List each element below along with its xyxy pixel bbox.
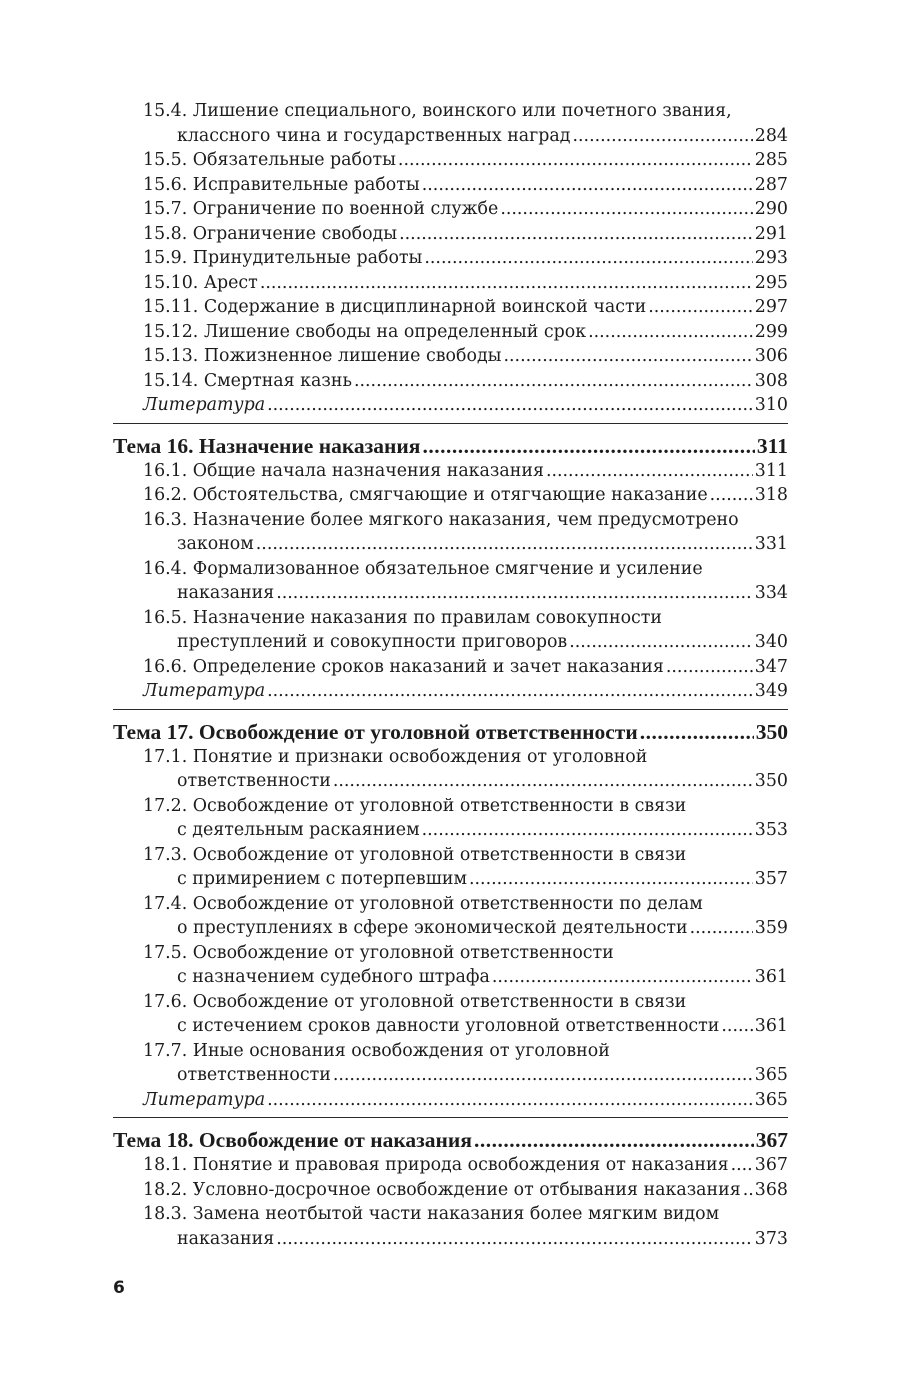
toc-entry[interactable] xyxy=(113,630,788,655)
dot-leader xyxy=(743,1178,753,1203)
dot-leader xyxy=(424,246,752,271)
toc-entry[interactable] xyxy=(113,1178,788,1203)
toc-entry[interactable] xyxy=(113,369,788,394)
dot-leader xyxy=(731,1153,753,1178)
dot-leader xyxy=(276,581,753,606)
toc-entry-title: 15.11. Содержание в дисциплинарной воинской части xyxy=(143,297,647,317)
dot-leader xyxy=(267,393,753,418)
toc-entry-title: 16.6. Определение сроков наказаний и зачет наказания xyxy=(143,656,664,677)
dot-leader xyxy=(398,148,753,173)
dot-leader xyxy=(267,1088,753,1113)
toc-entry-title: 15.14. Смертная казнь xyxy=(143,370,352,391)
dot-leader xyxy=(572,124,752,149)
toc-entry[interactable] xyxy=(113,459,788,484)
toc-entry-title: 15.9. Принудительные работы xyxy=(143,248,423,268)
toc-entry-title: ответственности xyxy=(177,1065,331,1085)
toc-page-number: 361 xyxy=(754,967,788,987)
toc-entry-line: 17.5. Освобождение от уголовной ответственности xyxy=(143,942,614,963)
toc-entry[interactable] xyxy=(113,818,788,843)
toc-page-number: 308 xyxy=(754,370,788,391)
dot-leader xyxy=(256,532,753,557)
dot-leader xyxy=(690,916,753,941)
toc-entry-title: ответственности xyxy=(177,771,331,791)
toc-entry-title: 15.7. Ограничение по военной службе xyxy=(143,199,499,219)
toc-entry[interactable] xyxy=(113,148,788,173)
toc-entry-title: классного чина и государственных наград xyxy=(177,125,571,146)
dot-leader xyxy=(267,679,753,704)
toc-entry[interactable] xyxy=(113,197,788,222)
toc-entry-title: Литература xyxy=(143,395,266,415)
toc-entry-line: 17.4. Освобождение от уголовной ответственности по делам xyxy=(143,893,703,914)
toc-page-number: 291 xyxy=(754,223,788,244)
toc-entry-title: 15.6. Исправительные работы xyxy=(143,174,420,195)
toc-entry-title: с истечением сроков давности уголовной ответственности xyxy=(177,1016,720,1036)
toc-entry-title: наказания xyxy=(177,1228,275,1249)
toc-entry-title: Литература xyxy=(143,1089,266,1110)
dot-leader xyxy=(721,1014,752,1039)
toc-entry-title: 18.2. Условно-досрочное освобождение от отбывания наказания xyxy=(143,1179,741,1200)
toc-entry-title: с примирением с потерпевшим xyxy=(177,869,467,889)
toc-entry-title: законом xyxy=(177,534,254,554)
toc-page-number: 349 xyxy=(754,681,788,701)
toc-entry[interactable] xyxy=(113,320,788,345)
topic-title: Тема 18. Освобождение от наказания xyxy=(113,1128,472,1152)
toc-entry-line: 16.3. Назначение более мягкого наказания, чем предусмотрено xyxy=(143,509,739,530)
toc-entry[interactable] xyxy=(113,246,788,271)
toc-page-number: 353 xyxy=(754,820,788,840)
toc-entry-line: 16.5. Назначение наказания по правилам совокупности xyxy=(143,607,662,628)
toc-entry[interactable] xyxy=(113,295,788,320)
toc-page-number: 318 xyxy=(754,485,788,505)
topic-title: Тема 17. Освобождение от уголовной ответственности xyxy=(113,719,638,744)
toc-literature-entry[interactable] xyxy=(113,393,788,418)
toc-entry-title: с назначением судебного штрафа xyxy=(177,967,490,987)
toc-page-number: 350 xyxy=(754,771,788,791)
page-number: 6 xyxy=(113,1278,125,1298)
dot-leader xyxy=(500,197,752,222)
dot-leader xyxy=(640,719,754,745)
toc-entry[interactable] xyxy=(113,271,788,296)
toc-entry-title: 15.5. Обязательные работы xyxy=(143,150,396,170)
topic-title: Тема 16. Назначение наказания xyxy=(113,433,421,458)
dot-leader xyxy=(469,867,753,892)
dot-leader xyxy=(333,1063,753,1088)
toc-entry-line: 18.3. Замена неотбытой части наказания более мягким видом xyxy=(143,1204,720,1224)
toc-page-number: 365 xyxy=(754,1089,788,1110)
dot-leader xyxy=(422,433,754,459)
dot-leader xyxy=(474,1127,754,1153)
toc-entry-line: 16.4. Формализованное обязательное смягчение и усиление xyxy=(143,558,703,579)
toc-entry-title: преступлений и совокупности приговоров xyxy=(177,632,568,652)
toc-topic-heading[interactable] xyxy=(113,1117,788,1153)
toc-entry[interactable] xyxy=(113,769,788,794)
toc-page-number: 295 xyxy=(754,272,788,293)
toc-entry-title: 16.2. Обстоятельства, смягчающие и отягчающие наказание xyxy=(143,485,708,505)
dot-leader xyxy=(666,655,753,680)
dot-leader xyxy=(710,483,753,508)
toc-page-number: 297 xyxy=(754,297,788,317)
toc-entry[interactable] xyxy=(113,483,788,508)
toc-page-number: 299 xyxy=(754,321,788,342)
toc-entry-title: с деятельным раскаянием xyxy=(177,820,420,840)
toc-entry[interactable] xyxy=(113,581,788,606)
toc-entry-title: 16.1. Общие начала назначения наказания xyxy=(143,460,544,481)
table-of-contents xyxy=(113,99,788,1251)
toc-topic-heading[interactable] xyxy=(113,709,788,745)
toc-entry-title: Литература xyxy=(143,681,266,701)
toc-page-number: 306 xyxy=(754,346,788,366)
toc-entry-title: наказания xyxy=(177,583,275,603)
toc-entry[interactable] xyxy=(113,867,788,892)
dot-leader xyxy=(399,222,753,247)
toc-entry-line: 17.7. Иные основания освобождения от уголовной xyxy=(143,1040,610,1061)
dot-leader xyxy=(422,173,753,198)
toc-page-number: 290 xyxy=(754,199,788,219)
toc-page-number: 331 xyxy=(754,534,788,554)
toc-topic-heading[interactable] xyxy=(113,423,788,459)
toc-page-number: 293 xyxy=(754,248,788,268)
dot-leader xyxy=(546,459,753,484)
dot-leader xyxy=(354,369,753,394)
toc-entry[interactable] xyxy=(113,1014,788,1039)
topic-page-number: 367 xyxy=(755,1128,788,1152)
toc-entry-line: 17.3. Освобождение от уголовной ответственности в связи xyxy=(143,844,687,865)
toc-entry-title: 18.1. Понятие и правовая природа освобождения от наказания xyxy=(143,1155,729,1175)
toc-page-number: 285 xyxy=(754,150,788,170)
dot-leader xyxy=(260,271,753,296)
dot-leader xyxy=(504,344,753,369)
toc-page-number: 368 xyxy=(754,1179,788,1200)
toc-entry[interactable] xyxy=(113,173,788,198)
toc-page-number: 361 xyxy=(754,1016,788,1036)
toc-page-number: 365 xyxy=(754,1065,788,1085)
toc-entry[interactable] xyxy=(113,965,788,990)
dot-leader xyxy=(333,769,753,794)
toc-entry[interactable] xyxy=(113,344,788,369)
toc-entry-title: о преступлениях в сфере экономической деятельности xyxy=(177,918,688,938)
toc-page-number: 347 xyxy=(754,656,788,677)
dot-leader xyxy=(569,630,753,655)
toc-entry[interactable] xyxy=(113,1153,788,1178)
toc-page-number: 367 xyxy=(754,1155,788,1175)
toc-entry[interactable] xyxy=(113,916,788,941)
toc-entry-title: 15.12. Лишение свободы на определенный срок xyxy=(143,321,587,342)
toc-page-number: 359 xyxy=(754,918,788,938)
toc-entry-line: 17.1. Понятие и признаки освобождения от уголовной xyxy=(143,746,648,767)
dot-leader xyxy=(276,1227,753,1252)
toc-page-number: 284 xyxy=(754,125,788,146)
toc-entry[interactable] xyxy=(113,124,788,149)
toc-entry[interactable] xyxy=(113,1227,788,1252)
toc-page-number: 287 xyxy=(754,174,788,195)
toc-entry[interactable] xyxy=(113,655,788,680)
toc-entry-title: 15.10. Арест xyxy=(143,272,258,293)
dot-leader xyxy=(648,295,753,320)
toc-page-number: 334 xyxy=(754,583,788,603)
dot-leader xyxy=(422,818,753,843)
toc-page-number: 310 xyxy=(754,395,788,415)
toc-entry[interactable] xyxy=(113,1063,788,1088)
toc-page-number: 357 xyxy=(754,869,788,889)
toc-entry-title: 15.13. Пожизненное лишение свободы xyxy=(143,346,502,366)
toc-page-number: 373 xyxy=(754,1228,788,1249)
toc-page-number: 311 xyxy=(754,460,788,481)
dot-leader xyxy=(588,320,753,345)
dot-leader xyxy=(492,965,753,990)
toc-literature-entry[interactable] xyxy=(113,679,788,704)
toc-entry-line: 17.2. Освобождение от уголовной ответственности в связи xyxy=(143,795,687,816)
toc-page-number: 340 xyxy=(754,632,788,652)
topic-page-number: 350 xyxy=(755,719,788,744)
toc-entry-line: 15.4. Лишение специального, воинского или почетного звания, xyxy=(143,101,732,121)
topic-page-number: 311 xyxy=(756,433,788,458)
toc-entry-line: 17.6. Освобождение от уголовной ответственности в связи xyxy=(143,991,687,1012)
toc-entry-title: 15.8. Ограничение свободы xyxy=(143,223,398,244)
toc-entry[interactable] xyxy=(113,222,788,247)
toc-entry[interactable] xyxy=(113,532,788,557)
toc-literature-entry[interactable] xyxy=(113,1088,788,1113)
